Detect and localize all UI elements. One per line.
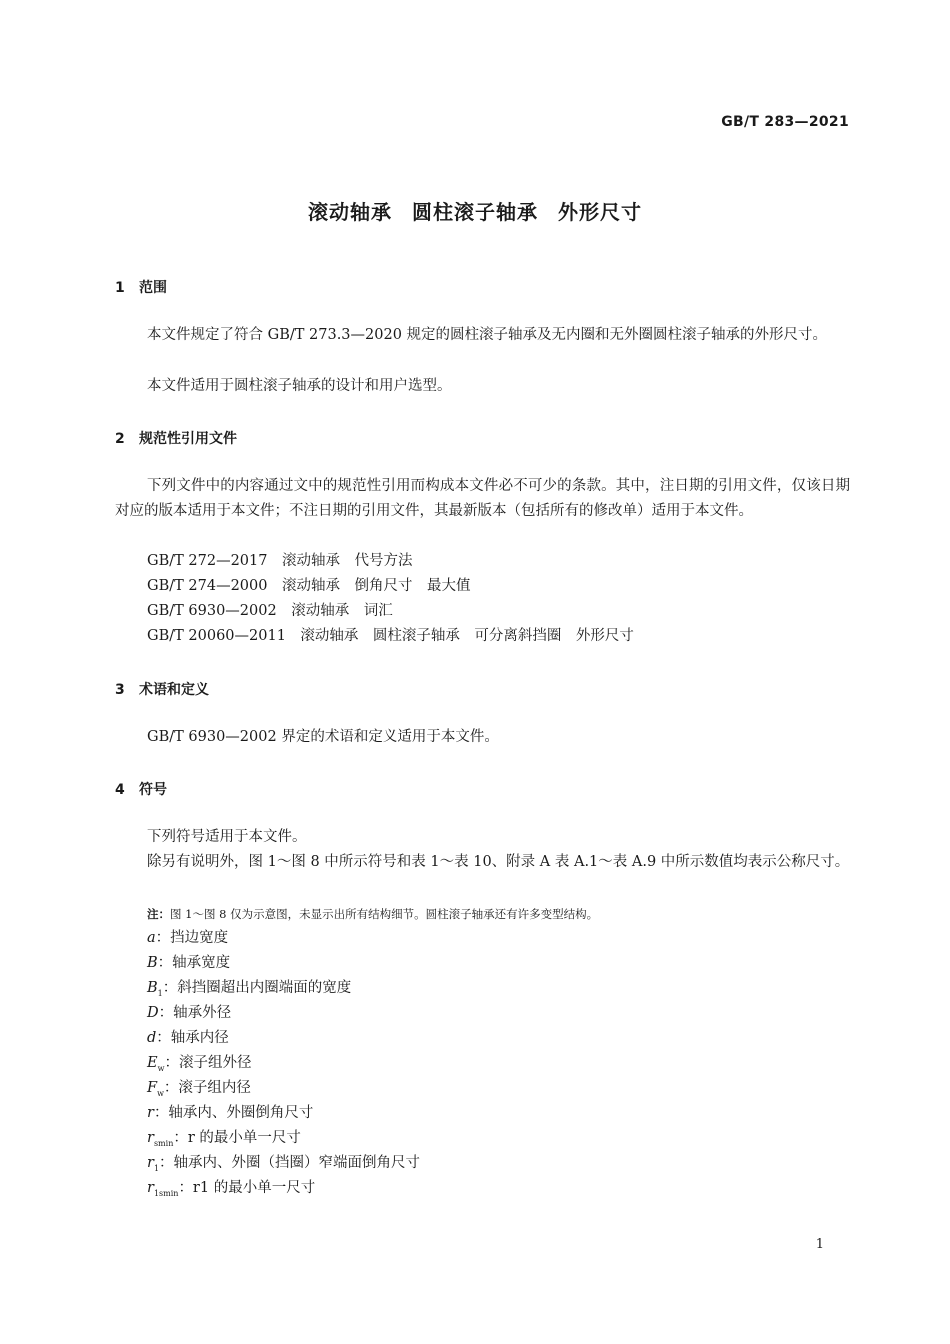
section-2-heading (115, 428, 237, 448)
symbol: B (147, 955, 158, 971)
symbol: r (147, 1180, 154, 1196)
symbol: r (147, 1130, 154, 1146)
symbol: F (147, 1080, 158, 1096)
symbol-subscript: smin (153, 1138, 174, 1148)
symbol-subscript: 1 (153, 1163, 160, 1173)
standard-number: GB/T 283—2021 (721, 114, 849, 130)
section-number: 3 (115, 682, 125, 698)
section-4-heading (115, 779, 167, 799)
symbol-subscript: 1smin (153, 1188, 179, 1198)
symbol-description: ：轴承内、外圈倒角尺寸 (153, 1105, 314, 1121)
normative-reference: GB/T 20060—2011 滚动轴承 圆柱滚子轴承 可分离斜挡圈 外形尺寸 (147, 628, 634, 644)
section-number: 4 (115, 782, 125, 798)
symbol-description: ：轴承宽度 (157, 955, 231, 971)
section-1-paragraph-2: 本文件适用于圆柱滚子轴承的设计和用户选型。 (147, 378, 452, 394)
symbol: a (147, 930, 156, 946)
symbol-definition (147, 1176, 315, 1206)
section-3-heading (115, 679, 209, 699)
note-label: 注： (147, 907, 170, 921)
section-4-paragraph-2: 除另有说明外，图 1～图 8 中所示符号和表 1～表 10、附录 A 表 A.1～表 A.9 中所示数值均表示公称尺寸。 (147, 854, 850, 870)
section-title: 符号 (139, 782, 167, 798)
symbol-definition (147, 951, 230, 976)
symbol-definition (147, 926, 228, 951)
note (147, 905, 598, 923)
document-title (0, 196, 950, 225)
section-2-intro: 下列文件中的内容通过文中的规范性引用而构成本文件必不可少的条款。其中，注日期的引用文件，仅该日期对应的版本适用于本文件；不注日期的引用文件，其最新版本（包括所有的修改单）适用于本文件。 (115, 478, 850, 519)
section-title: 规范性引用文件 (139, 431, 237, 447)
symbol-description: ：r1 的最小单一尺寸 (178, 1180, 316, 1196)
symbol-subscript: w (157, 1088, 164, 1098)
symbol-subscript: w (157, 1063, 165, 1073)
page-number: 1 (815, 1237, 824, 1252)
normative-reference: GB/T 272—2017 滚动轴承 代号方法 (147, 553, 413, 569)
symbol: r (147, 1105, 154, 1121)
symbol-description: ：斜挡圈超出内圈端面的宽度 (162, 980, 352, 996)
normative-reference: GB/T 6930—2002 滚动轴承 词汇 (147, 603, 393, 619)
title-part-1: 滚动轴承 (308, 200, 392, 224)
section-title: 范围 (139, 280, 167, 296)
symbol-definition (147, 1026, 229, 1051)
symbol-subscript: 1 (157, 988, 163, 998)
symbol-description: ：轴承内、外圈（挡圈）窄端面倒角尺寸 (159, 1155, 421, 1171)
symbol: D (147, 1005, 159, 1021)
symbol-description: ：挡边宽度 (155, 930, 229, 946)
symbol-definition (147, 1101, 313, 1126)
title-part-3: 外形尺寸 (558, 200, 642, 224)
symbol-description: ：滚子组外径 (164, 1055, 252, 1071)
section-4-paragraph-1: 下列符号适用于本文件。 (147, 829, 307, 845)
symbol-description: ：轴承外径 (158, 1005, 232, 1021)
section-1-paragraph-1: 本文件规定了符合 GB/T 273.3—2020 规定的圆柱滚子轴承及无内圈和无外圈圆柱滚子轴承的外形尺寸。 (147, 327, 828, 343)
symbol-definition (147, 1001, 231, 1026)
title-part-2: 圆柱滚子轴承 (412, 200, 538, 224)
section-number: 1 (115, 280, 125, 296)
section-3-paragraph: GB/T 6930—2002 界定的术语和定义适用于本文件。 (147, 729, 499, 745)
symbol-description: ：滚子组内径 (163, 1080, 251, 1096)
symbol-description: ：轴承内径 (156, 1030, 229, 1046)
symbol: r (147, 1155, 154, 1171)
symbol-description: ：r 的最小单一尺寸 (173, 1130, 301, 1146)
symbol: B (147, 980, 158, 996)
symbol: E (147, 1055, 158, 1071)
normative-reference: GB/T 274—2000 滚动轴承 倒角尺寸 最大值 (147, 578, 471, 594)
section-number: 2 (115, 431, 125, 447)
section-title: 术语和定义 (139, 682, 209, 698)
note-text: 图 1～图 8 仅为示意图，未显示出所有结构细节。圆柱滚子轴承还有许多变型结构。 (170, 907, 599, 921)
symbol: d (147, 1030, 157, 1046)
section-1-heading (115, 277, 167, 297)
